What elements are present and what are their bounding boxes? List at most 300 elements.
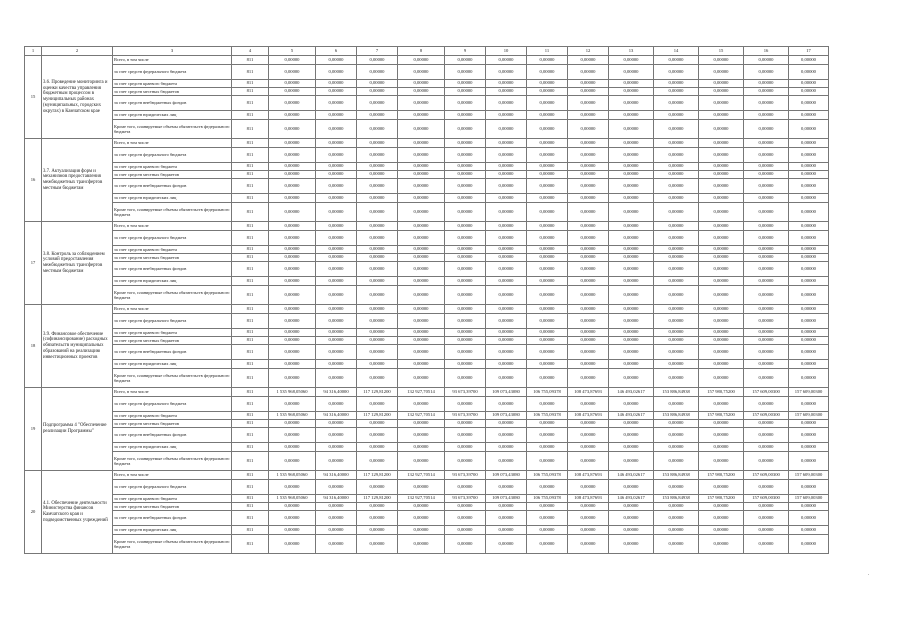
amount-cell: 0,00000 [316,111,357,120]
budget-code: 811 [232,231,269,246]
amount-cell: 0,00000 [316,262,357,277]
amount-cell: 0,00000 [398,56,445,65]
amount-cell: 0,00000 [789,96,829,111]
row-number: 15 [25,56,42,139]
funding-source: Всего, в том числе [113,305,232,314]
amount-cell: 0,00000 [486,526,527,535]
amount-cell: 106 755,09378 [527,388,568,397]
amount-cell: 0,00000 [568,305,609,314]
budget-code: 811 [232,96,269,111]
amount-cell: 0,00000 [357,179,398,194]
amount-cell: 0,00000 [654,148,699,163]
amount-cell: 0,00000 [316,360,357,369]
amount-cell: 0,00000 [269,397,316,412]
table-row [25,148,829,163]
funding-source: Кроме того, планируемые объемы обязательств федерального бюджета [113,120,232,139]
table-row [25,111,829,120]
activity-name: Подпрограмма 4 "Обеспечение реализации Программы" [42,388,113,471]
amount-cell: 0,00000 [699,246,744,254]
amount-cell: 0,00000 [445,452,486,471]
amount-cell: 0,00000 [398,337,445,345]
amount-cell: 0,00000 [445,420,486,428]
amount-cell: 0,00000 [445,171,486,179]
amount-cell: 0,00000 [609,480,654,495]
amount-cell: 0,00000 [654,194,699,203]
amount-cell: 0,00000 [269,286,316,305]
amount-cell: 0,00000 [486,345,527,360]
amount-cell: 0,00000 [357,139,398,148]
amount-cell: 0,00000 [699,305,744,314]
amount-cell: 0,00000 [269,337,316,345]
amount-cell: 0,00000 [699,254,744,262]
amount-cell: 0,00000 [445,305,486,314]
amount-cell: 93 673,39700 [445,495,486,503]
column-number-cell: 12 [568,47,609,56]
amount-cell: 0,00000 [316,88,357,96]
amount-cell: 0,00000 [527,246,568,254]
amount-cell: 0,00000 [316,443,357,452]
amount-cell: 0,00000 [744,262,789,277]
amount-cell: 0,00000 [486,329,527,337]
amount-cell: 0,00000 [316,526,357,535]
row-number: 20 [25,471,42,554]
column-number-cell: 13 [609,47,654,56]
table-row [25,163,829,171]
amount-cell: 0,00000 [744,345,789,360]
amount-cell: 0,00000 [316,503,357,511]
amount-cell: 0,00000 [609,428,654,443]
amount-cell: 0,00000 [445,65,486,80]
amount-cell: 0,00000 [316,397,357,412]
amount-cell: 0,00000 [486,428,527,443]
amount-cell: 0,00000 [654,535,699,554]
amount-cell: 0,00000 [654,179,699,194]
amount-cell: 0,00000 [654,503,699,511]
amount-cell: 0,00000 [527,179,568,194]
amount-cell: 0,00000 [699,397,744,412]
budget-code: 811 [232,246,269,254]
amount-cell: 0,00000 [789,194,829,203]
amount-cell: 0,00000 [609,246,654,254]
funding-source: Всего, в том числе [113,471,232,480]
table-row [25,246,829,254]
amount-cell: 0,00000 [398,120,445,139]
amount-cell: 0,00000 [699,65,744,80]
amount-cell: 0,00000 [398,148,445,163]
amount-cell: 0,00000 [357,305,398,314]
amount-cell: 0,00000 [568,203,609,222]
amount-cell: 0,00000 [699,111,744,120]
amount-cell: 0,00000 [357,120,398,139]
amount-cell: 157 609,00300 [789,471,829,480]
table-row [25,139,829,148]
amount-cell: 132 927,70514 [398,495,445,503]
amount-cell: 153 886,84938 [654,471,699,480]
amount-cell: 0,00000 [744,305,789,314]
amount-cell: 0,00000 [789,222,829,231]
amount-cell: 0,00000 [568,428,609,443]
amount-cell: 0,00000 [486,360,527,369]
amount-cell: 0,00000 [398,345,445,360]
amount-cell: 109 073,43080 [486,471,527,480]
funding-source: Кроме того, планируемые объемы обязательств федерального бюджета [113,369,232,388]
amount-cell: 0,00000 [316,305,357,314]
amount-cell: 0,00000 [269,231,316,246]
amount-cell: 0,00000 [316,452,357,471]
table-row [25,452,829,471]
amount-cell: 0,00000 [654,345,699,360]
amount-cell: 157 980,75200 [699,495,744,503]
amount-cell: 0,00000 [357,503,398,511]
amount-cell: 0,00000 [445,286,486,305]
amount-cell: 0,00000 [316,535,357,554]
amount-cell: 0,00000 [654,88,699,96]
budget-code: 811 [232,163,269,171]
amount-cell: 0,00000 [357,88,398,96]
amount-cell: 0,00000 [357,65,398,80]
amount-cell: 0,00000 [744,246,789,254]
amount-cell: 0,00000 [316,329,357,337]
activity-name: 3.8. Контроль за соблюдением условий предоставления межбюджетных трансфертов местным бюджетам [42,222,113,305]
amount-cell: 0,00000 [486,480,527,495]
amount-cell: 0,00000 [654,163,699,171]
amount-cell: 0,00000 [744,535,789,554]
budget-code: 811 [232,254,269,262]
amount-cell: 0,00000 [486,397,527,412]
amount-cell: 0,00000 [316,203,357,222]
amount-cell: 0,00000 [316,254,357,262]
amount-cell: 0,00000 [357,526,398,535]
budget-code: 811 [232,360,269,369]
funding-source: за счет средств внебюджетных фондов [113,96,232,111]
amount-cell: 109 073,43080 [486,388,527,397]
amount-cell: 0,00000 [316,428,357,443]
amount-cell: 0,00000 [789,65,829,80]
budget-table [24,46,829,554]
amount-cell: 0,00000 [357,254,398,262]
table-row [25,203,829,222]
amount-cell: 0,00000 [445,139,486,148]
amount-cell: 0,00000 [527,111,568,120]
amount-cell: 0,00000 [609,305,654,314]
amount-cell: 0,00000 [568,96,609,111]
funding-source: за счет средств краевого бюджета [113,495,232,503]
amount-cell: 0,00000 [568,111,609,120]
amount-cell: 117 129,81200 [357,412,398,420]
amount-cell: 0,00000 [744,369,789,388]
amount-cell: 0,00000 [527,329,568,337]
amount-cell: 0,00000 [398,526,445,535]
amount-cell: 0,00000 [486,305,527,314]
amount-cell: 132 927,70514 [398,471,445,480]
column-number-cell: 2 [42,47,113,56]
column-number-cell: 17 [789,47,829,56]
amount-cell: 0,00000 [789,56,829,65]
budget-code: 811 [232,452,269,471]
amount-cell: 0,00000 [269,277,316,286]
table-row [25,262,829,277]
table-row [25,397,829,412]
amount-cell: 0,00000 [357,56,398,65]
funding-source: за счет средств юридических лиц [113,526,232,535]
amount-cell: 0,00000 [609,526,654,535]
amount-cell: 0,00000 [609,163,654,171]
amount-cell: 0,00000 [486,171,527,179]
amount-cell: 0,00000 [398,305,445,314]
budget-code: 811 [232,337,269,345]
amount-cell: 0,00000 [699,452,744,471]
amount-cell: 0,00000 [269,369,316,388]
amount-cell: 0,00000 [316,222,357,231]
amount-cell: 0,00000 [654,420,699,428]
amount-cell: 106 755,09378 [527,412,568,420]
table-row [25,420,829,428]
amount-cell: 0,00000 [269,428,316,443]
amount-cell: 0,00000 [527,360,568,369]
amount-cell: 0,00000 [568,88,609,96]
amount-cell: 0,00000 [316,511,357,526]
table-row [25,526,829,535]
amount-cell: 0,00000 [269,65,316,80]
amount-cell: 0,00000 [568,314,609,329]
amount-cell: 0,00000 [269,111,316,120]
budget-code: 811 [232,80,269,88]
funding-source: за счет средств юридических лиц [113,111,232,120]
amount-cell: 0,00000 [699,231,744,246]
amount-cell: 0,00000 [269,329,316,337]
amount-cell: 0,00000 [357,369,398,388]
amount-cell: 0,00000 [445,56,486,65]
amount-cell: 0,00000 [654,428,699,443]
amount-cell: 0,00000 [398,428,445,443]
funding-source: Кроме того, планируемые объемы обязательств федерального бюджета [113,452,232,471]
amount-cell: 0,00000 [654,337,699,345]
amount-cell: 0,00000 [357,420,398,428]
amount-cell: 0,00000 [568,420,609,428]
amount-cell: 0,00000 [568,171,609,179]
table-row [25,171,829,179]
amount-cell: 0,00000 [357,511,398,526]
amount-cell: 0,00000 [269,360,316,369]
amount-cell: 0,00000 [699,369,744,388]
amount-cell: 0,00000 [744,96,789,111]
column-number-cell: 1 [25,47,42,56]
amount-cell: 0,00000 [486,503,527,511]
amount-cell: 0,00000 [269,120,316,139]
amount-cell: 94 316,40000 [316,412,357,420]
amount-cell: 0,00000 [654,397,699,412]
amount-cell: 0,00000 [789,337,829,345]
amount-cell: 0,00000 [445,360,486,369]
amount-cell: 0,00000 [527,480,568,495]
amount-cell: 0,00000 [654,277,699,286]
amount-cell: 0,00000 [486,163,527,171]
amount-cell: 0,00000 [699,56,744,65]
amount-cell: 0,00000 [527,231,568,246]
amount-cell: 0,00000 [398,262,445,277]
amount-cell: 108 473,87693 [568,495,609,503]
amount-cell: 0,00000 [744,511,789,526]
funding-source: за счет средств федерального бюджета [113,480,232,495]
budget-code: 811 [232,480,269,495]
amount-cell: 0,00000 [527,428,568,443]
amount-cell: 0,00000 [654,369,699,388]
amount-cell: 0,00000 [527,203,568,222]
table-row [25,286,829,305]
amount-cell: 109 073,43080 [486,412,527,420]
amount-cell: 117 129,81200 [357,388,398,397]
column-number-cell: 14 [654,47,699,56]
amount-cell: 0,00000 [527,526,568,535]
amount-cell: 0,00000 [609,345,654,360]
amount-cell: 0,00000 [789,428,829,443]
amount-cell: 0,00000 [789,120,829,139]
amount-cell: 0,00000 [398,231,445,246]
funding-source: за счет средств краевого бюджета [113,412,232,420]
amount-cell: 0,00000 [486,96,527,111]
amount-cell: 0,00000 [699,171,744,179]
table-row [25,56,829,65]
amount-cell: 0,00000 [609,360,654,369]
table-row [25,231,829,246]
amount-cell: 157 609,00300 [744,495,789,503]
amount-cell: 0,00000 [269,254,316,262]
funding-source: за счет средств федерального бюджета [113,397,232,412]
amount-cell: 0,00000 [486,139,527,148]
amount-cell: 0,00000 [654,480,699,495]
amount-cell: 0,00000 [527,80,568,88]
amount-cell: 0,00000 [357,337,398,345]
amount-cell: 108 473,87693 [568,412,609,420]
amount-cell: 0,00000 [699,139,744,148]
funding-source: за счет средств местных бюджетов [113,171,232,179]
amount-cell: 0,00000 [609,88,654,96]
amount-cell: 0,00000 [357,428,398,443]
amount-cell: 0,00000 [789,179,829,194]
amount-cell: 0,00000 [699,277,744,286]
amount-cell: 0,00000 [445,222,486,231]
amount-cell: 0,00000 [654,526,699,535]
amount-cell: 0,00000 [699,503,744,511]
amount-cell: 0,00000 [568,80,609,88]
amount-cell: 0,00000 [445,277,486,286]
amount-cell: 0,00000 [445,428,486,443]
column-number-cell: 8 [398,47,445,56]
amount-cell: 0,00000 [445,480,486,495]
amount-cell: 0,00000 [316,139,357,148]
table-row [25,388,829,397]
amount-cell: 0,00000 [654,203,699,222]
amount-cell: 0,00000 [789,246,829,254]
amount-cell: 0,00000 [609,171,654,179]
funding-source: за счет средств федерального бюджета [113,148,232,163]
amount-cell: 0,00000 [699,148,744,163]
amount-cell: 0,00000 [316,337,357,345]
amount-cell: 157 980,75200 [699,412,744,420]
amount-cell: 0,00000 [269,480,316,495]
amount-cell: 0,00000 [445,337,486,345]
funding-source: за счет средств федерального бюджета [113,231,232,246]
column-number-cell: 3 [113,47,232,56]
amount-cell: 0,00000 [699,526,744,535]
amount-cell: 0,00000 [654,511,699,526]
amount-cell: 0,00000 [316,286,357,305]
amount-cell: 146 493,02617 [609,471,654,480]
amount-cell: 0,00000 [357,111,398,120]
table-row [25,471,829,480]
amount-cell: 0,00000 [744,222,789,231]
amount-cell: 0,00000 [269,222,316,231]
amount-cell: 0,00000 [744,526,789,535]
amount-cell: 0,00000 [398,360,445,369]
amount-cell: 0,00000 [609,80,654,88]
amount-cell: 0,00000 [398,397,445,412]
amount-cell: 0,00000 [445,511,486,526]
table-row [25,254,829,262]
amount-cell: 0,00000 [269,420,316,428]
amount-cell: 0,00000 [357,314,398,329]
amount-cell: 0,00000 [654,360,699,369]
amount-cell: 0,00000 [654,171,699,179]
amount-cell: 0,00000 [789,262,829,277]
amount-cell: 94 316,40000 [316,471,357,480]
amount-cell: 0,00000 [357,203,398,222]
funding-source: за счет средств местных бюджетов [113,337,232,345]
amount-cell: 0,00000 [699,163,744,171]
amount-cell: 0,00000 [316,194,357,203]
amount-cell: 0,00000 [744,203,789,222]
amount-cell: 0,00000 [568,535,609,554]
funding-source: за счет средств внебюджетных фондов [113,179,232,194]
row-number: 17 [25,222,42,305]
amount-cell: 0,00000 [357,171,398,179]
amount-cell: 0,00000 [568,65,609,80]
funding-source: за счет средств внебюджетных фондов [113,345,232,360]
amount-cell: 0,00000 [744,148,789,163]
amount-cell: 0,00000 [486,148,527,163]
column-number-cell: 6 [316,47,357,56]
amount-cell: 0,00000 [789,535,829,554]
amount-cell: 106 755,09378 [527,495,568,503]
amount-cell: 0,00000 [398,443,445,452]
amount-cell: 0,00000 [527,277,568,286]
amount-cell: 0,00000 [445,526,486,535]
amount-cell: 0,00000 [568,503,609,511]
amount-cell: 0,00000 [699,120,744,139]
budget-code: 811 [232,314,269,329]
amount-cell: 0,00000 [269,148,316,163]
amount-cell: 153 886,84938 [654,412,699,420]
amount-cell: 153 886,84938 [654,388,699,397]
budget-code: 811 [232,495,269,503]
budget-code: 811 [232,443,269,452]
amount-cell: 0,00000 [654,139,699,148]
amount-cell: 0,00000 [398,163,445,171]
table-row [25,179,829,194]
amount-cell: 0,00000 [789,314,829,329]
table-row [25,329,829,337]
amount-cell: 0,00000 [445,329,486,337]
amount-cell: 0,00000 [527,139,568,148]
amount-cell: 0,00000 [486,120,527,139]
amount-cell: 0,00000 [357,80,398,88]
amount-cell: 0,00000 [789,305,829,314]
amount-cell: 0,00000 [789,80,829,88]
amount-cell: 0,00000 [486,511,527,526]
amount-cell: 0,00000 [486,203,527,222]
amount-cell: 0,00000 [269,139,316,148]
amount-cell: 0,00000 [568,148,609,163]
